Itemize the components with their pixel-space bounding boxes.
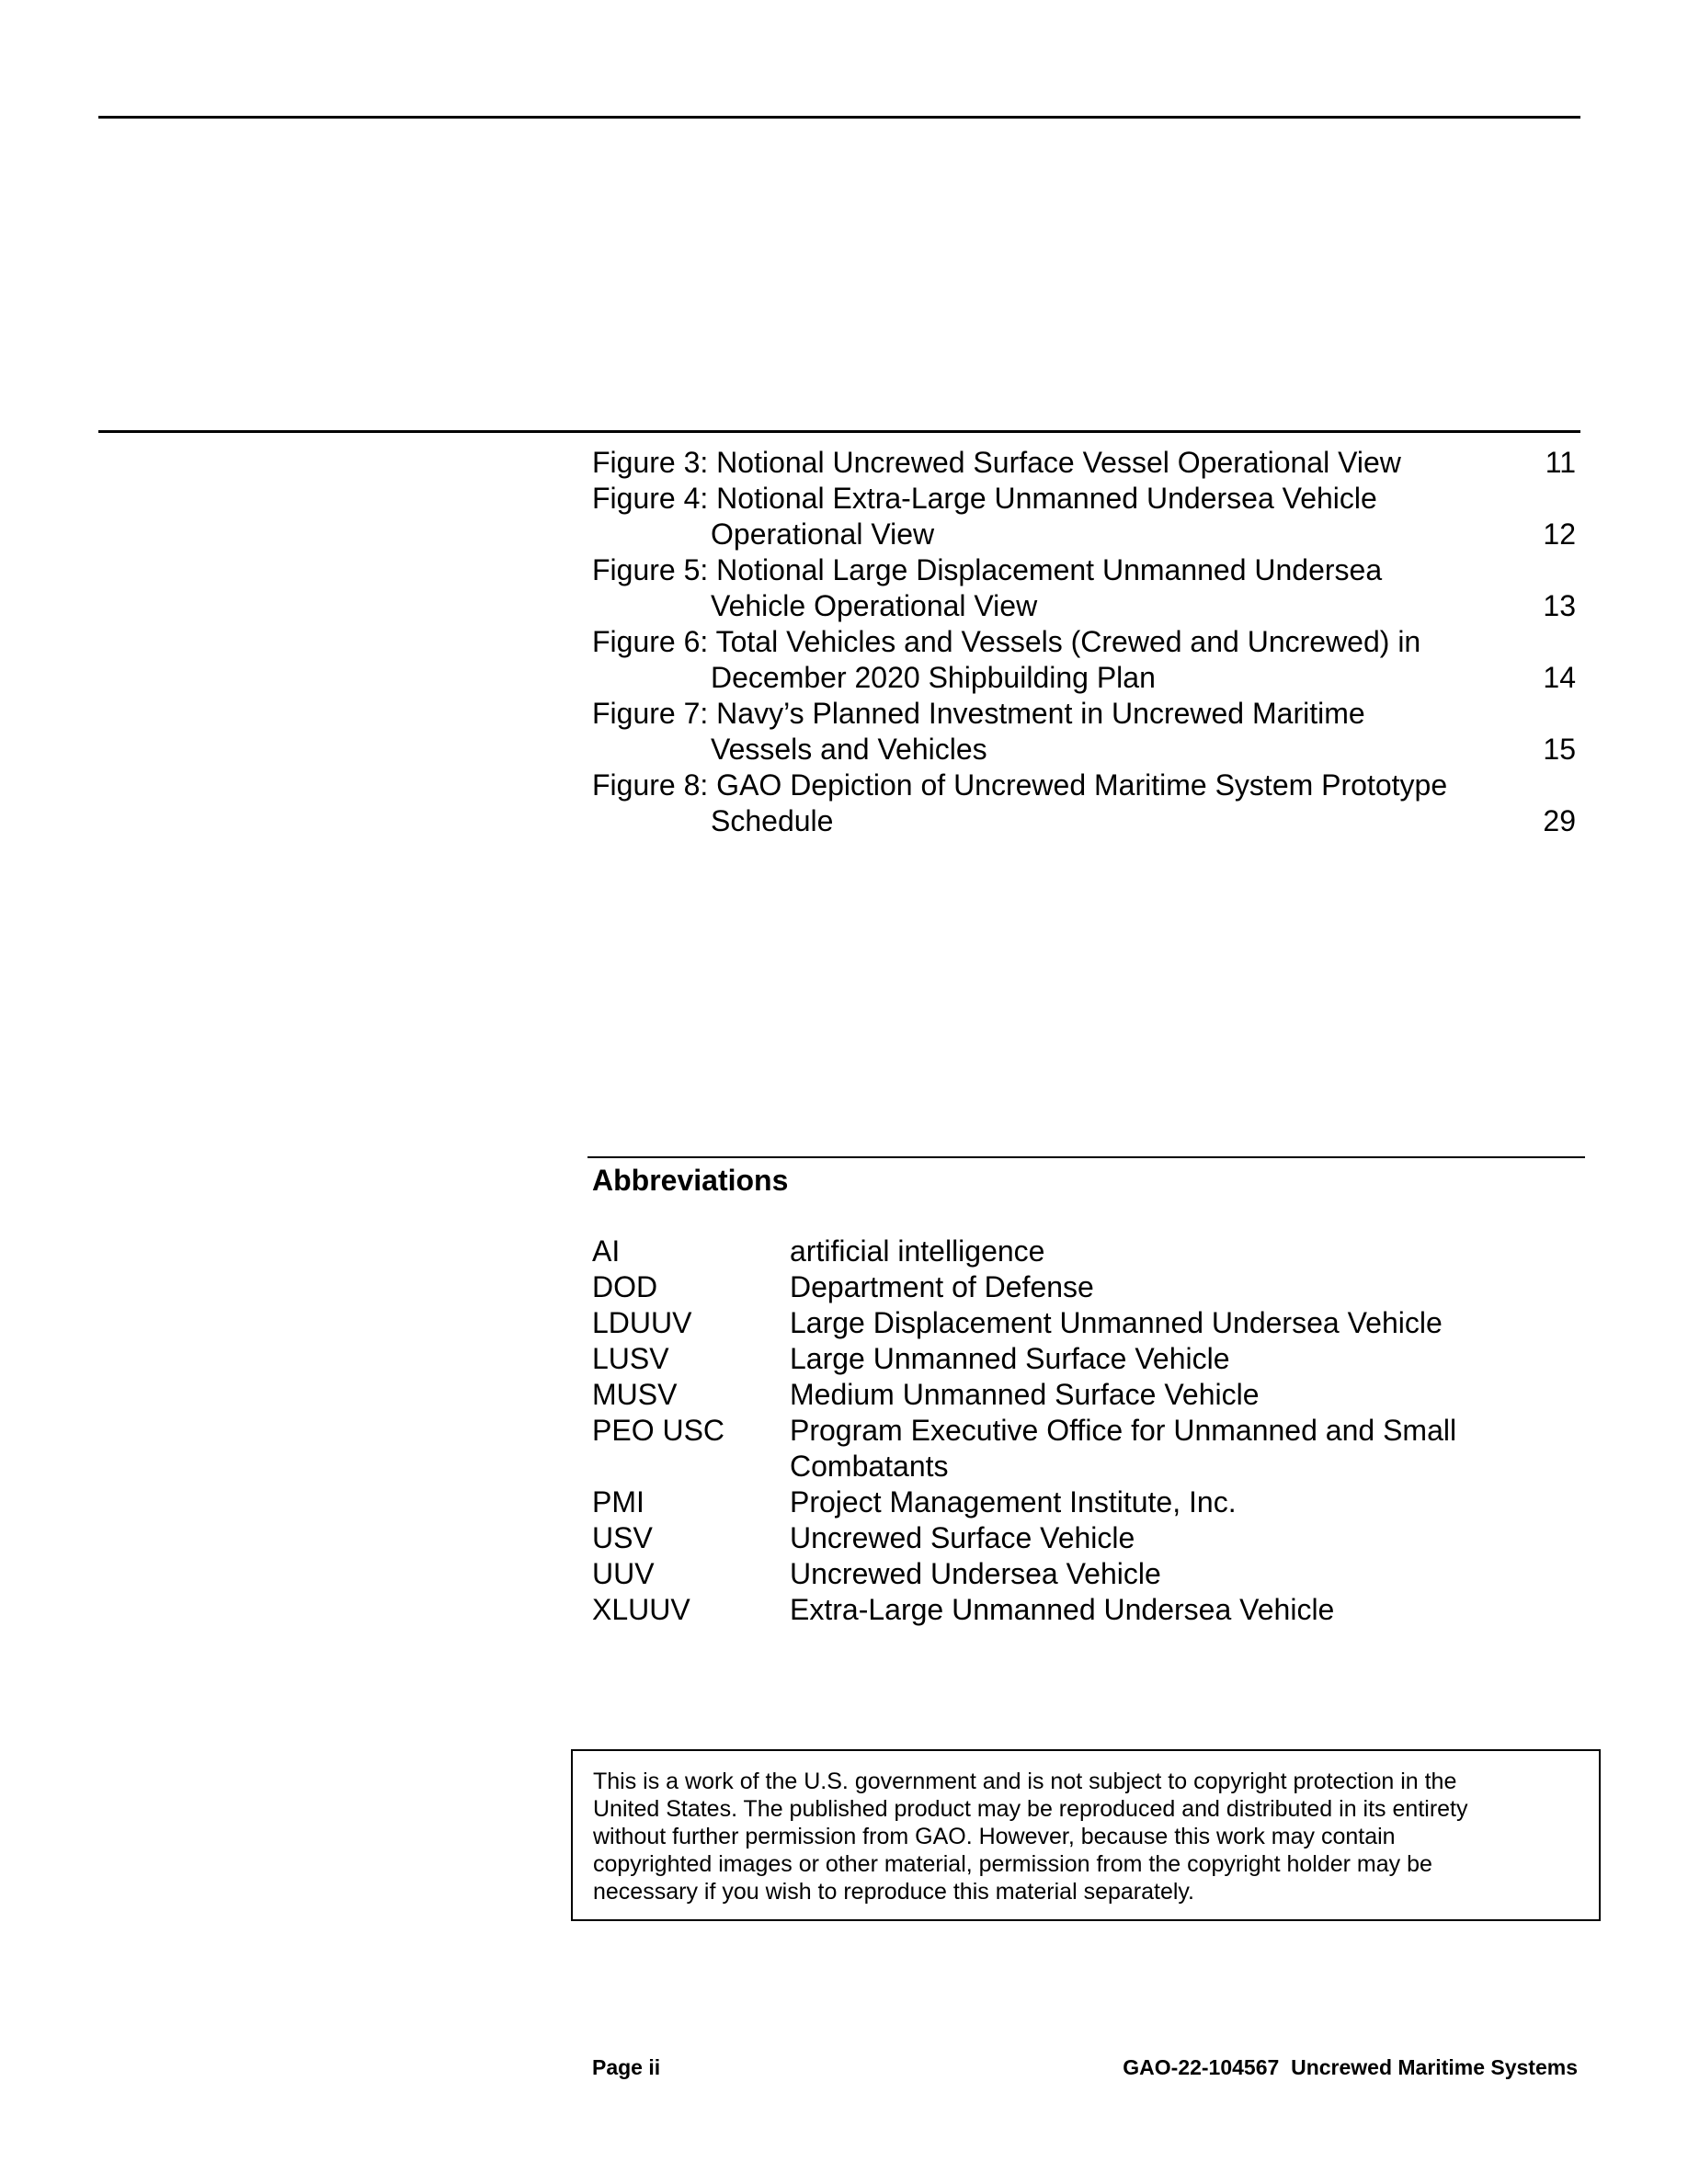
figure-page-number: 12 bbox=[1543, 518, 1576, 551]
abbreviation-term: LDUUV bbox=[592, 1306, 692, 1339]
figure-entry bbox=[592, 445, 1576, 481]
abbreviation-term: AI bbox=[592, 1234, 621, 1268]
abbreviations-rule bbox=[587, 1156, 1585, 1158]
abbreviation-definition: Medium Unmanned Surface Vehicle bbox=[790, 1378, 1260, 1411]
figure-title-line: Figure 4: Notional Extra-Large Unmanned Undersea Vehicle bbox=[592, 482, 1377, 515]
abbreviation-term: PMI bbox=[592, 1485, 644, 1519]
abbreviation-definition: artificial intelligence bbox=[790, 1234, 1045, 1268]
section-rule bbox=[98, 430, 1580, 433]
abbreviations-list bbox=[592, 1234, 1585, 1628]
abbreviation-definition: Extra-Large Unmanned Undersea Vehicle bbox=[790, 1593, 1335, 1626]
figure-title-continuation: December 2020 Shipbuilding Plan bbox=[711, 661, 1156, 694]
figure-list bbox=[592, 445, 1576, 839]
copyright-notice-line: United States. The published product may be reproduced and distributed in its entirety bbox=[593, 1796, 1468, 1822]
figure-entry bbox=[592, 624, 1576, 696]
footer-page-label: Page ii bbox=[592, 2055, 661, 2079]
footer-report-title: GAO-22-104567 Uncrewed Maritime Systems bbox=[1123, 2055, 1578, 2079]
figure-entry bbox=[592, 768, 1576, 839]
abbreviation-term: DOD bbox=[592, 1270, 658, 1303]
copyright-notice-box bbox=[571, 1749, 1601, 1921]
abbreviation-row bbox=[592, 1341, 1585, 1377]
figure-title-line: Figure 8: GAO Depiction of Uncrewed Maritime System Prototype bbox=[592, 768, 1448, 802]
abbreviation-term: USV bbox=[592, 1521, 653, 1554]
abbreviation-definition: Project Management Institute, Inc. bbox=[790, 1485, 1237, 1519]
top-rule bbox=[98, 116, 1580, 119]
figure-title-line: Figure 6: Total Vehicles and Vessels (Crewed and Uncrewed) in bbox=[592, 625, 1421, 658]
figure-title-continuation: Vessels and Vehicles bbox=[711, 733, 987, 766]
figure-title-continuation: Schedule bbox=[711, 804, 834, 837]
abbreviations-heading: Abbreviations bbox=[592, 1164, 789, 1197]
figure-entry bbox=[592, 481, 1576, 552]
abbreviation-definition: Uncrewed Surface Vehicle bbox=[790, 1521, 1135, 1554]
figure-title-line: Figure 5: Notional Large Displacement Unmanned Undersea bbox=[592, 553, 1383, 586]
figure-entry bbox=[592, 696, 1576, 768]
copyright-notice-line: This is a work of the U.S. government and is not subject to copyright protection in the bbox=[593, 1769, 1457, 1794]
abbreviation-definition: Large Displacement Unmanned Undersea Vehicle bbox=[790, 1306, 1443, 1339]
figure-title-continuation: Operational View bbox=[711, 518, 935, 551]
abbreviation-row bbox=[592, 1234, 1585, 1269]
abbreviation-row bbox=[592, 1484, 1585, 1520]
copyright-notice-line: necessary if you wish to reproduce this material separately. bbox=[593, 1879, 1195, 1905]
abbreviation-row bbox=[592, 1305, 1585, 1341]
abbreviation-term: LUSV bbox=[592, 1342, 669, 1375]
copyright-notice-line: copyrighted images or other material, permission from the copyright holder may be bbox=[593, 1851, 1432, 1877]
abbreviation-definition: Uncrewed Undersea Vehicle bbox=[790, 1557, 1161, 1590]
abbreviation-term: MUSV bbox=[592, 1378, 678, 1411]
abbreviation-term: PEO USC bbox=[592, 1414, 725, 1447]
abbreviation-term: UUV bbox=[592, 1557, 655, 1590]
abbreviation-row bbox=[592, 1269, 1585, 1305]
abbreviation-definition: Department of Defense bbox=[790, 1270, 1094, 1303]
abbreviation-term: XLUUV bbox=[592, 1593, 690, 1626]
abbreviation-row bbox=[592, 1556, 1585, 1592]
abbreviation-row bbox=[592, 1592, 1585, 1628]
figure-title-line: Figure 3: Notional Uncrewed Surface Vessel Operational View bbox=[592, 446, 1401, 479]
abbreviation-row bbox=[592, 1520, 1585, 1556]
copyright-notice-line: without further permission from GAO. However, because this work may contain bbox=[593, 1824, 1396, 1849]
abbreviation-row bbox=[592, 1413, 1585, 1484]
abbreviation-row bbox=[592, 1377, 1585, 1413]
figure-page-number: 11 bbox=[1545, 446, 1576, 479]
figure-title-continuation: Vehicle Operational View bbox=[711, 589, 1038, 622]
figure-entry bbox=[592, 552, 1576, 624]
abbreviation-definition: Program Executive Office for Unmanned and Small Combatants bbox=[790, 1414, 1457, 1483]
figure-page-number: 13 bbox=[1543, 589, 1576, 622]
figure-page-number: 15 bbox=[1543, 733, 1576, 766]
figure-page-number: 14 bbox=[1543, 661, 1576, 694]
abbreviation-definition: Large Unmanned Surface Vehicle bbox=[790, 1342, 1230, 1375]
figure-page-number: 29 bbox=[1543, 804, 1576, 837]
figure-title-line: Figure 7: Navy’s Planned Investment in Uncrewed Maritime bbox=[592, 697, 1365, 730]
